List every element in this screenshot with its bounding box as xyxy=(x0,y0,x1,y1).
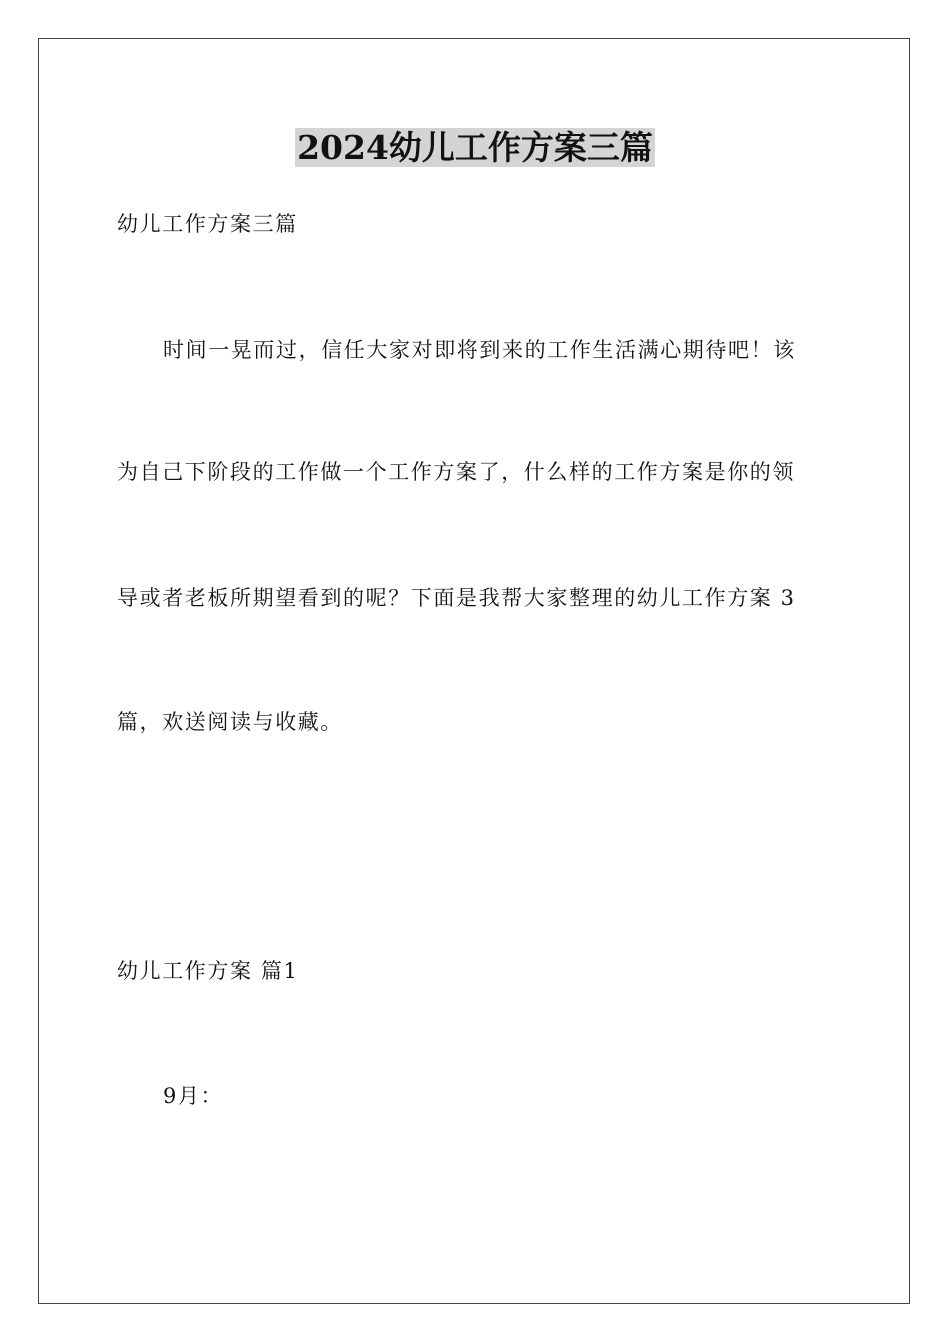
document-subtitle: 幼儿工作方案三篇 xyxy=(117,212,298,236)
intro-line-3: 导或者老板所期望看到的呢？下面是我帮大家整理的幼儿工作方案 3 xyxy=(117,586,796,610)
intro-line-2: 为自己下阶段的工作做一个工作方案了，什么样的工作方案是你的领 xyxy=(117,460,795,484)
document-title xyxy=(0,128,950,168)
month-label: 9月： xyxy=(163,1084,224,1108)
intro-line-4: 篇，欢送阅读与收藏。 xyxy=(117,710,343,734)
intro-line-1: 时间一晃而过，信任大家对即将到来的工作生活满心期待吧！该 xyxy=(163,338,796,362)
section-heading: 幼儿工作方案 篇1 xyxy=(117,959,299,983)
document-title-text: 2024幼儿工作方案三篇 xyxy=(297,128,653,167)
